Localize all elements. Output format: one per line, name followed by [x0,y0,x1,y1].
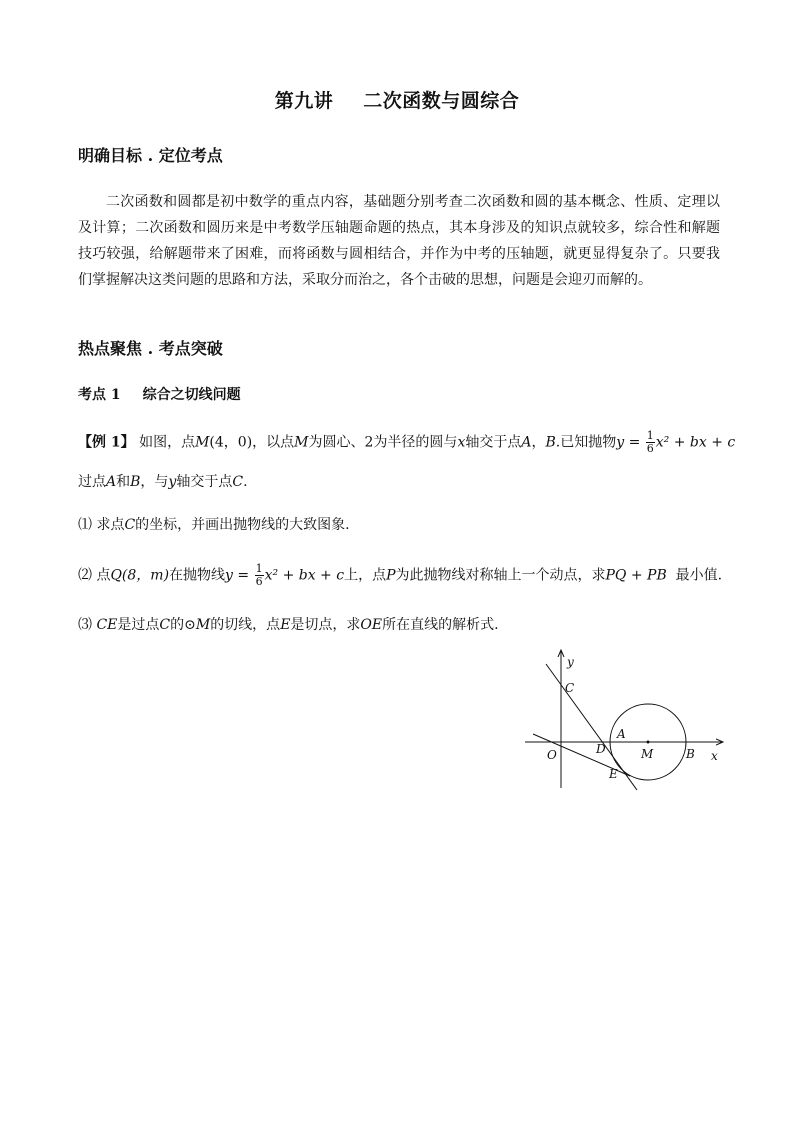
section-heading-goals: 明确目标 . 定位考点 [78,146,223,165]
fraction [255,563,264,588]
math-var: x [457,434,466,451]
math-var: OE [360,617,383,633]
intro-paragraph: 二次函数和圆都是初中数学的重点内容，基础题分别考查二次函数和圆的基本概念、性质、定理以及计算；二次函数和圆历来是中考数学压轴题命题的热点，其本身涉及的知识点就较多，综合性和解题技巧较强，给解题带来了困难，而将函数与圆相结合，并作为中考的压轴题，就更显得复杂了。只要我们掌握解决这类问题的思路和方法，采取分而治之，各个击破的思想，问题是会迎刃而解的。 [78,194,720,288]
center-dot-m [647,741,650,744]
math-var: A [106,474,117,490]
kaodian-name: 综合之切线问题 [142,387,241,403]
example-text: 为圆心、 [308,434,365,451]
math-var: CE [96,617,118,633]
math-var: E [280,617,291,633]
question-text: 所在直线的解析式. [382,617,499,633]
kaodian-heading [78,384,241,404]
page-title [0,86,794,113]
question-text: 在抛物线 [169,567,226,584]
fraction-numerator: 1 [255,562,263,575]
label-x: x [711,749,718,763]
question-text: 最小值. [675,567,723,584]
example-text: ，与 [140,474,169,490]
example-tag: 【例 1】 [78,434,135,451]
equals-sign: = [624,434,645,451]
math-var: y [616,434,625,451]
question-text: 是过点 [117,617,160,633]
question-text: 的坐标，并画出抛物线的大致图象. [135,517,350,533]
fraction [646,430,655,455]
math-var: M [294,434,309,451]
math-var: B [130,474,141,490]
example-line-2 [78,471,248,491]
lecture-topic: 二次函数与圆综合 [363,90,520,112]
question-number: ⑵ [78,567,92,584]
question-text: 为此抛物线对称轴上一个动点，求 [395,567,606,584]
question-text: 是切点，求 [290,617,361,633]
question-text: 求点 [96,517,125,533]
label-e: E [609,767,618,781]
point-q: Q(8，m) [110,567,170,584]
geometry-figure [520,645,740,795]
example-text: 和 [116,474,131,490]
math-var: C [124,517,136,533]
question-2 [78,563,722,588]
math-var: A [521,434,532,451]
fraction-numerator: 1 [646,429,654,442]
math-var: M [195,617,211,633]
example-line-1 [78,430,735,455]
example-text: 为半径的圆与 [373,434,458,451]
math-expression: PQ + PB [605,567,667,584]
label-y: y [567,655,574,669]
example-text: 过点 [78,474,106,490]
question-text: 的⊙ [170,617,196,633]
label-c: C [565,681,575,695]
point-coordinate: (4，0) [209,434,253,451]
question-text: 上，点 [344,567,387,584]
math-var: P [386,567,396,584]
label-d: D [596,742,606,756]
example-text: . [243,474,248,490]
label-o: O [547,748,557,762]
kaodian-label: 考点 1 [78,387,121,403]
section-heading-hotspots: 热点聚焦 . 考点突破 [78,339,223,358]
fraction-denominator: 6 [646,442,654,455]
math-var: B [545,434,556,451]
question-3 [78,614,499,634]
equation-terms: x² + bx + c [264,567,345,584]
question-text: 的切线，点 [210,617,281,633]
label-m: M [641,747,654,761]
equals-sign: = [232,567,254,584]
question-number: ⑶ [78,617,92,633]
example-text: 轴交于点 [176,474,233,490]
math-var: M [195,434,210,451]
question-text: 点 [96,567,111,584]
label-a: A [617,727,626,741]
example-text: ， [531,434,546,451]
lecture-number: 第九讲 [274,90,334,112]
example-text: .已知抛物 [555,434,617,451]
question-number: ⑴ [78,517,92,533]
math-var: C [159,617,171,633]
fraction-denominator: 6 [255,575,263,588]
question-1 [78,514,350,534]
example-text: ，以点 [252,434,295,451]
math-var: y [225,567,233,584]
math-var: C [232,474,244,490]
label-b: B [686,747,695,761]
example-text: 如图，点 [139,434,196,451]
math-var: y [168,474,177,490]
radius-value: 2 [364,434,374,451]
example-text: 轴交于点 [465,434,522,451]
equation-terms: x² + bx + c [655,434,736,451]
